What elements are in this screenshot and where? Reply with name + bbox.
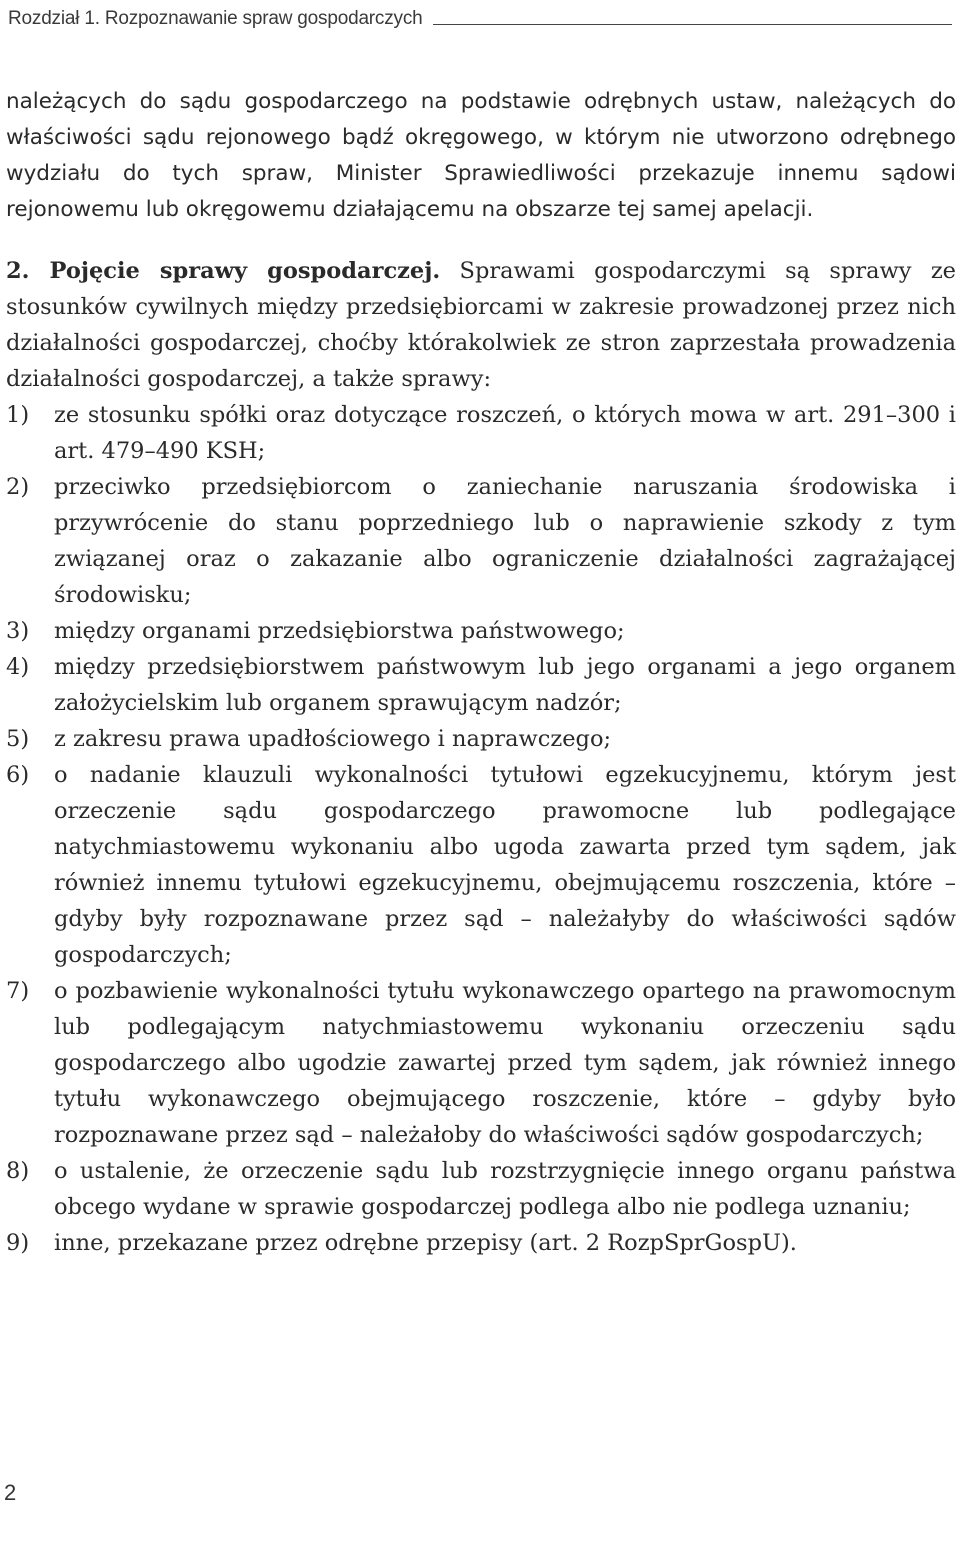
list-text: między przedsiębiorstwem państwowym lub jego organami a jego organem założycielskim lub organem sprawującym nadzór;: [54, 654, 956, 716]
list-item: [6, 469, 956, 613]
enumerated-list: [6, 397, 956, 1261]
list-item: [6, 1225, 956, 1261]
list-number: 8): [6, 1158, 30, 1184]
list-number: 9): [6, 1230, 30, 1256]
list-number: 7): [6, 978, 30, 1004]
page-body: [6, 84, 956, 1261]
header-rule: [433, 24, 952, 25]
list-text: z zakresu prawa upadłościowego i naprawczego;: [54, 726, 612, 752]
page-number: 2: [4, 1480, 17, 1505]
list-text: ze stosunku spółki oraz dotyczące roszczeń, o których mowa w art. 291–300 i art. 479–490 KSH;: [54, 402, 956, 464]
list-number: 2): [6, 474, 30, 500]
list-number: 4): [6, 654, 30, 680]
intro-paragraph: należących do sądu gospodarczego na podstawie odrębnych ustaw, należących do właściwości sądu rejonowego bądź okręgowego, w którym nie utworzono odrębnego wydziału do tych spraw, Minister Sprawiedliwości przekazuje innemu sądowi rejonowemu lub okręgowemu działającemu na obszarze tej samej apelacji.: [6, 89, 956, 222]
list-text: przeciwko przedsiębiorcom o zaniechanie naruszania środowiska i przywrócenie do stanu poprzedniego lub o naprawienie szkody z tym związanej oraz o zakazanie albo ograniczenie działalności zagrażającej środowisku;: [54, 474, 956, 608]
list-item: [6, 1153, 956, 1225]
section-text: Sprawami gospodarczymi są sprawy ze stosunków cywilnych między przedsiębiorcami w zakresie prowadzonej przez nich działalności gospodarczej, choćby którakolwiek ze stron zaprzestała prowadzenia działalności gospodarczej, a także sprawy:: [6, 258, 956, 392]
list-text: między organami przedsiębiorstwa państwowego;: [54, 618, 625, 644]
list-item: [6, 613, 956, 649]
section-paragraph: [6, 253, 956, 397]
list-number: 6): [6, 762, 30, 788]
list-item: [6, 397, 956, 469]
list-item: [6, 973, 956, 1153]
list-number: 1): [6, 402, 30, 428]
chapter-title: Rozdział 1. Rozpoznawanie spraw gospodarczych: [8, 8, 423, 29]
running-header: [8, 2, 952, 30]
list-item: [6, 721, 956, 757]
list-text: o pozbawienie wykonalności tytułu wykonawczego opartego na prawomocnym lub podlegającym natychmiastowemu wykonaniu orzeczeniu sądu gospodarczego albo ugodzie zawartej przed tym sądem, jak również innego tytułu wykonawczego obejmującego roszczenie, które – gdyby było rozpoznawane przez sąd – należałoby do właściwości sądów gospodarczych;: [54, 978, 956, 1148]
section-heading: 2. Pojęcie sprawy gospodarczej.: [6, 258, 441, 284]
list-number: 5): [6, 726, 30, 752]
list-text: o ustalenie, że orzeczenie sądu lub rozstrzygnięcie innego organu państwa obcego wydane w sprawie gospodarczej podlega albo nie podlega uznaniu;: [54, 1158, 956, 1220]
list-text: inne, przekazane przez odrębne przepisy (art. 2 RozpSprGospU).: [54, 1230, 797, 1256]
list-text: o nadanie klauzuli wykonalności tytułowi egzekucyjnemu, którym jest orzeczenie sądu gospodarczego prawomocne lub podlegające natychmiastowemu wykonaniu albo ugoda zawarta przed tym sądem, jak również innemu tytułowi egzekucyjnemu, obejmującemu roszczenia, które – gdyby były rozpoznawane przez sąd – należałyby do właściwości sądów gospodarczych;: [54, 762, 956, 968]
list-item: [6, 649, 956, 721]
list-item: [6, 757, 956, 973]
list-number: 3): [6, 618, 30, 644]
